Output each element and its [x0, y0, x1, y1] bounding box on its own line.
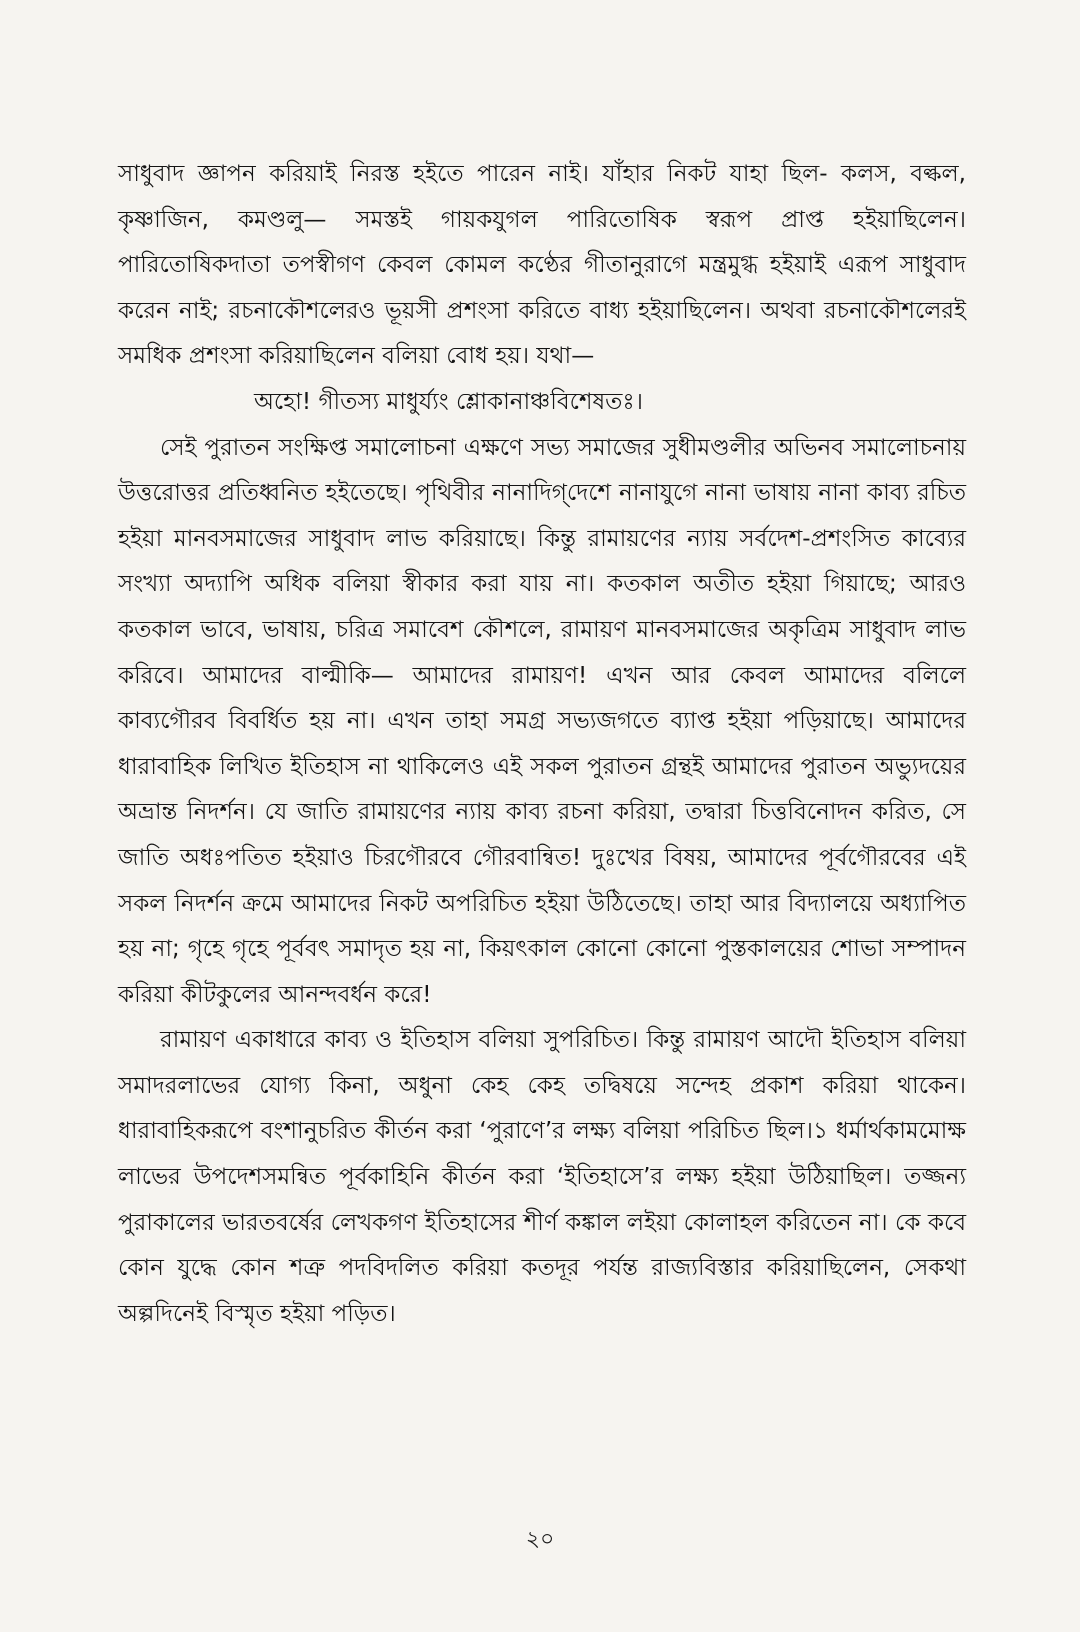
page-number: ২০: [525, 1527, 555, 1552]
paragraph-3: রামায়ণ একাধারে কাব্য ও ইতিহাস বলিয়া সুপরিচিত। কিন্তু রামায়ণ আদৌ ইতিহাস বলিয়া সমাদরলাভের যোগ্য কিনা, অধুনা কেহ কেহ তদ্বিষয়ে সন্দেহ প্রকাশ করিয়া থাকেন। ধারাবাহিকরূপে বংশানুচরিত কীর্তন করা ‘পুরাণে’র লক্ষ্য বলিয়া পরিচিত ছিল।১ ধর্মার্থকামমোক্ষ লাভের উপদেশসমন্বিত পূর্বকাহিনি কীর্তন করা ‘ইতিহাসে’র লক্ষ্য হইয়া উঠিয়াছিল। তজ্জন্য পুরাকালের ভারতবর্ষের লেখকগণ ইতিহাসের শীর্ণ কঙ্কাল লইয়া কোলাহল করিতেন না। কে কবে কোন যুদ্ধে কোন শত্রু পদবিদলিত করিয়া কতদূর পর্যন্ত রাজ্যবিস্তার করিয়াছিলেন, সেকথা অল্পদিনেই বিস্মৃত হইয়া পড়িত।: [118, 1027, 966, 1327]
paragraph-2: সেই পুরাতন সংক্ষিপ্ত সমালোচনা এক্ষণে সভ্য সমাজের সুধীমণ্ডলীর অভিনব সমালোচনায় উত্তরোত্তর প্রতিধ্বনিত হইতেছে। পৃথিবীর নানাদিগ্‌দেশে নানাযুগে নানা ভাষায় নানা কাব্য রচিত হইয়া মানবসমাজের সাধুবাদ লাভ করিয়াছে। কিন্তু রামায়ণের ন্যায় সর্বদেশ-প্রশংসিত কাব্যের সংখ্যা অদ্যাপি অধিক বলিয়া স্বীকার করা যায় না। কতকাল অতীত হইয়া গিয়াছে; আরও কতকাল ভাবে, ভাষায়, চরিত্র সমাবেশ কৌশলে, রামায়ণ মানবসমাজের অকৃত্রিম সাধুবাদ লাভ করিবে। আমাদের বাল্মীকি— আমাদের রামায়ণ! এখন আর কেবল আমাদের বলিলে কাব্যগৌরব বিবর্ধিত হয় না। এখন তাহা সমগ্র সভ্যজগতে ব্যাপ্ত হইয়া পড়িয়াছে। আমাদের ধারাবাহিক লিখিত ইতিহাস না থাকিলেও এই সকল পুরাতন গ্রন্থই আমাদের পুরাতন অভ্যুদয়ের অভ্রান্ত নিদর্শন। যে জাতি রামায়ণের ন্যায় কাব্য রচনা করিয়া, তদ্বারা চিত্তবিনোদন করিত, সে জাতি অধঃপতিত হইয়াও চিরগৌরবে গৌরবান্বিত! দুঃখের বিষয়, আমাদের পূর্বগৌরবের এই সকল নিদর্শন ক্রমে আমাদের নিকট অপরিচিত হইয়া উঠিতেছে। তাহা আর বিদ্যালয়ে অধ্যাপিত হয় না; গৃহে গৃহে পূর্ববৎ সমাদৃত হয় না, কিয়ৎকাল কোনো কোনো পুস্তকালয়ের শোভা সম্পাদন করিয়া কীটকুলের আনন্দবর্ধন করে!: [118, 434, 966, 1008]
sanskrit-verse: অহো! গীতস্য মাধুর্য্যং শ্লোকানাঞ্চবিশেষতঃ।: [254, 388, 643, 415]
paragraph-1: সাধুবাদ জ্ঞাপন করিয়াই নিরস্ত হইতে পারেন নাই। যাঁহার নিকট যাহা ছিল- কলস, বল্কল, কৃষ্ণাজিন, কমণ্ডলু— সমস্তই গায়কযুগল পারিতোষিক স্বরূপ প্রাপ্ত হইয়াছিলেন। পারিতোষিকদাতা তপস্বীগণ কেবল কোমল কণ্ঠের গীতানুরাগে মন্ত্রমুগ্ধ হইয়াই এরূপ সাধুবাদ করেন নাই; রচনাকৌশলেরও ভূয়সী প্রশংসা করিতে বাধ্য হইয়াছিলেন। অথবা রচনাকৌশলেরই সমধিক প্রশংসা করিয়াছিলেন বলিয়া বোধ হয়। যথা—: [118, 161, 966, 370]
body-text: [118, 152, 966, 1337]
